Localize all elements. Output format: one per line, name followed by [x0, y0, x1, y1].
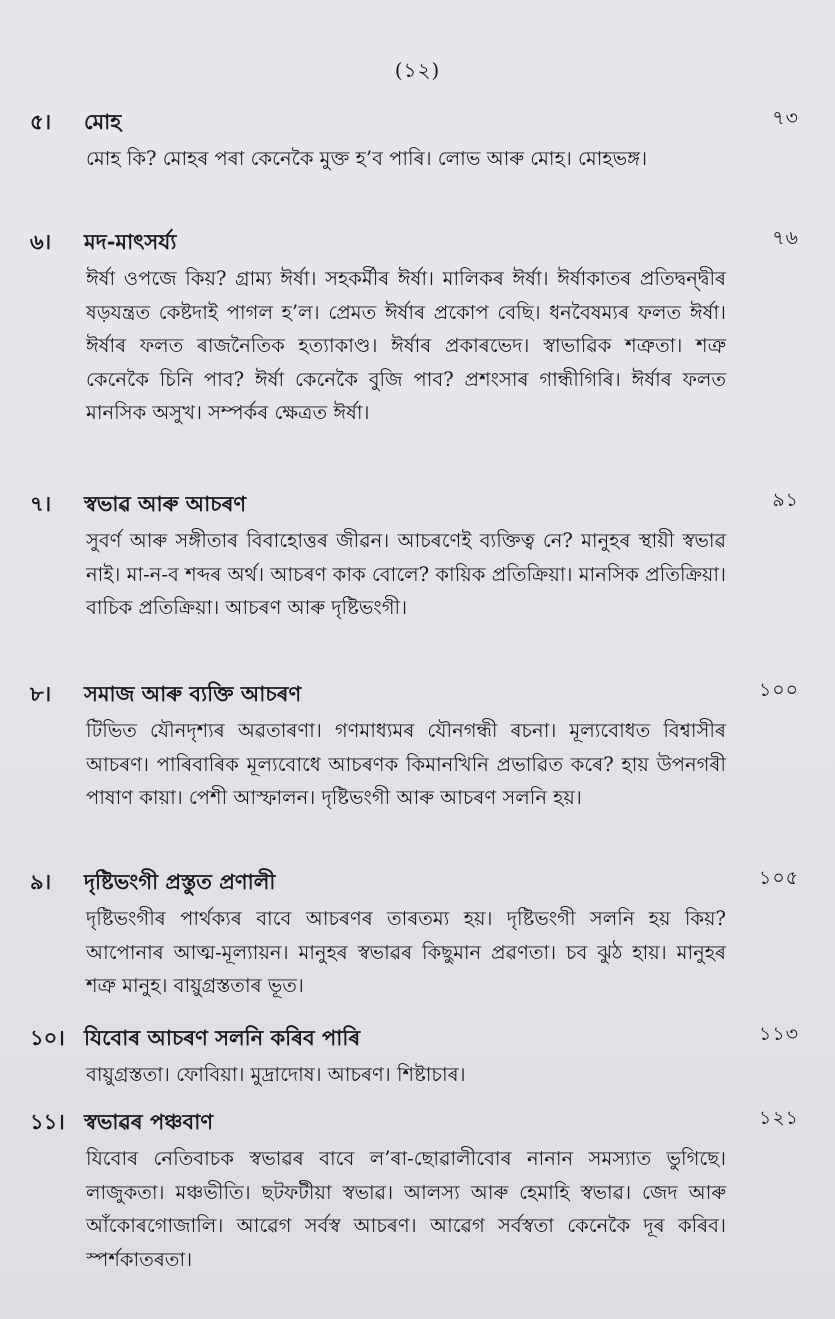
entry-number: ১১। — [30, 1109, 65, 1134]
toc-entry-5 — [0, 102, 835, 176]
toc-entry-10 — [0, 1018, 835, 1092]
entry-page-number: ৯১ — [772, 489, 799, 511]
entry-title: মোহ — [84, 109, 122, 134]
entry-page-number: ১২১ — [758, 1107, 799, 1129]
entry-number: ৭। — [30, 491, 52, 516]
entry-number: ৫। — [30, 109, 52, 134]
entry-title: যিবোৰ আচৰণ সলনি কৰিব পাৰি — [84, 1025, 361, 1050]
toc-entry-9 — [0, 862, 835, 1003]
entry-description: সুবৰ্ণ আৰু সঙ্গীতাৰ বিবাহোত্তৰ জীৱন। আচৰণেই ব্যক্তিত্ব নে? মানুহৰ স্থায়ী স্বভাৱ নাই। মা-ন-ব শব্দৰ অৰ্থ। আচৰণ কাক বোলে? কায়িক প্ৰতিক্ৰিয়া। মানসিক প্ৰতিক্ৰিয়া। বাচিক প্ৰতিক্ৰিয়া। আচৰণ আৰু দৃষ্টিভংগী। — [86, 529, 726, 619]
entry-page-number: ৭৩ — [772, 107, 799, 129]
entry-title: সমাজ আৰু ব্যক্তি আচৰণ — [84, 681, 302, 706]
entry-page-number: ৭৬ — [772, 227, 799, 249]
entry-title: দৃষ্টিভংগী প্ৰস্তুত প্ৰণালী — [84, 869, 276, 894]
entry-page-number: ১১৩ — [758, 1023, 799, 1045]
entry-page-number: ১০০ — [758, 679, 799, 701]
entry-description: বায়ুগ্ৰস্ততা। ফোবিয়া। মুদ্ৰাদোষ। আচৰণ। শিষ্টাচাৰ। — [86, 1063, 466, 1086]
toc-entry-6 — [0, 222, 835, 430]
entry-description: যিবোৰ নেতিবাচক স্বভাৱৰ বাবে ল’ৰা-ছোৱালীবোৰ নানান সমস্যাত ভুগিছে। লাজুকতা। মঞ্চভীতি। ছটফটীয়া স্বভাৱ। আলস্য আৰু হেমাহি স্বভাৱ। জেদ আৰু আঁকোৰগোজালি। আৱেগ সৰ্বস্ব আচৰণ। আৱেগ সৰ্বস্বতা কেনেকৈ দূৰ কৰিব। স্পৰ্শকাতৰতা। — [86, 1147, 726, 1271]
entry-description: দৃষ্টিভংগীৰ পাৰ্থক্যৰ বাবে আচৰণৰ তাৰতম্য হয়। দৃষ্টিভংগী সলনি হয় কিয়? আপোনাৰ আত্ম-মূল্যায়ন। মানুহৰ স্বভাৱৰ কিছুমান প্ৰৱণতা। চব ঝুঠ হায়। মানুহৰ শত্ৰু মানুহ। বায়ুগ্ৰস্ততাৰ ভূত। — [86, 907, 726, 997]
entry-title: স্বভাৱ আৰু আচৰণ — [84, 491, 247, 516]
entry-page-number: ১০৫ — [758, 867, 799, 889]
entry-description: মোহ কি? মোহৰ পৰা কেনেকৈ মুক্ত হ’ব পাৰি। লোভ আৰু মোহ। মোহভঙ্গ। — [86, 147, 648, 170]
entry-number: ৮। — [30, 681, 52, 706]
entry-number: ৬। — [30, 229, 52, 254]
entry-description: ঈৰ্ষা ওপজে কিয়? গ্ৰাম্য ঈৰ্ষা। সহকৰ্মীৰ ঈৰ্ষা। মালিকৰ ঈৰ্ষা। ঈৰ্ষাকাতৰ প্ৰতিদ্বন্দ্বীৰ ষড়যন্ত্ৰত কেষ্টদাই পাগল হ’ল। প্ৰেমত ঈৰ্ষাৰ প্ৰকোপ বেছি। ধনবৈষম্যৰ ফলত ঈৰ্ষা। ঈৰ্ষাৰ ফলত ৰাজনৈতিক হত্যাকাণ্ড। ঈৰ্ষাৰ প্ৰকাৰভেদ। স্বাভাৱিক শত্ৰুতা। শত্ৰু কেনেকৈ চিনি পাব? ঈৰ্ষা কেনেকৈ বুজি পাব? প্ৰশংসাৰ গান্ধীগিৰি। ঈৰ্ষাৰ ফলত মানসিক অসুখ। সম্পৰ্কৰ ক্ষেত্ৰত ঈৰ্ষা। — [86, 267, 726, 424]
entry-title: মদ-মাৎসৰ্য্য — [84, 229, 177, 254]
entry-number: ১০। — [30, 1025, 65, 1050]
entry-number: ৯। — [30, 869, 52, 894]
entry-description: টিভিত যৌনদৃশ্যৰ অৱতাৰণা। গণমাধ্যমৰ যৌনগন্ধী ৰচনা। মূল্যবোধত বিশ্বাসীৰ আচৰণ। পাৰিবাৰিক মূল্যবোধে আচৰণক কিমানখিনি প্ৰভাৱিত কৰে? হায় উপনগৰী পাষাণ কায়া। পেশী আস্ফালন। দৃষ্টিভংগী আৰু আচৰণ সলনি হয়। — [86, 719, 726, 809]
toc-entry-8 — [0, 674, 835, 815]
entry-title: স্বভাৱৰ পঞ্চবাণ — [84, 1109, 214, 1134]
toc-entry-7 — [0, 484, 835, 625]
toc-entry-11 — [0, 1102, 835, 1276]
page-number: (১২) — [394, 58, 441, 82]
